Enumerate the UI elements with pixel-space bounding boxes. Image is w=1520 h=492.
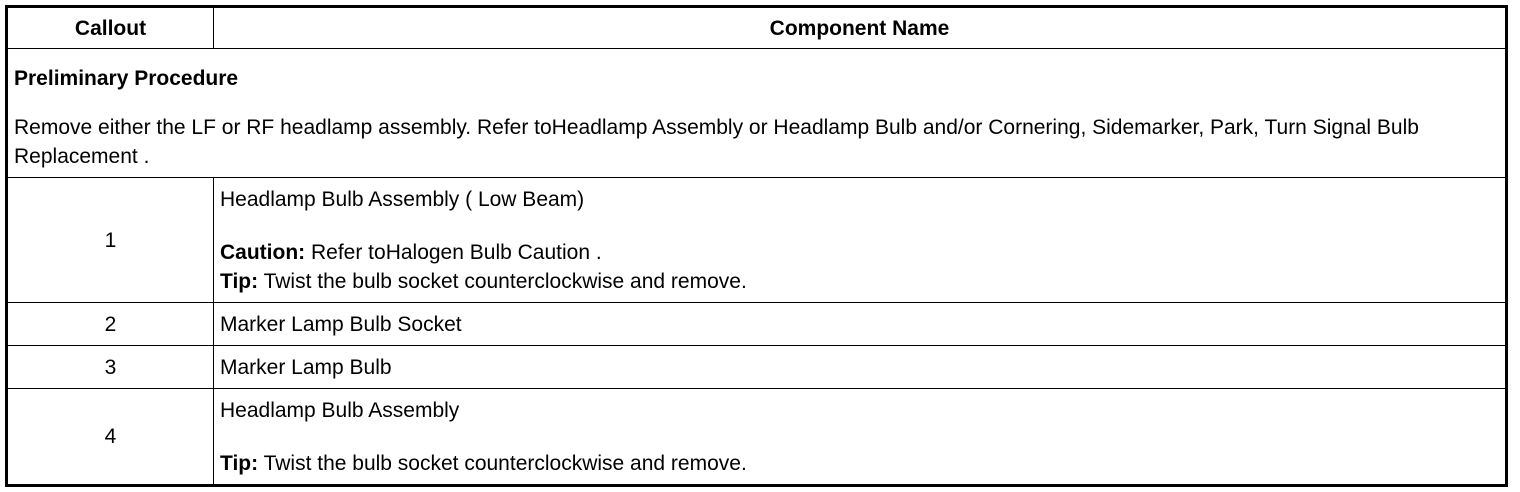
table-row: [7, 303, 1507, 346]
tip-line: [220, 267, 1499, 296]
caution-line: [220, 238, 1499, 267]
caution-label: Caution:: [220, 240, 306, 264]
component-name: Headlamp Bulb Assembly: [220, 398, 460, 422]
tip-text: Twist the bulb socket counterclockwise and remove.: [258, 451, 747, 475]
table-header-row: [7, 7, 1507, 49]
preliminary-text: Remove either the LF or RF headlamp assembly. Refer toHeadlamp Assembly or Headlamp Bulb and/or Cornering, Sidemarker, Park, Turn Signal Bulb Replacement .: [14, 115, 1419, 168]
callout-number: 3: [7, 346, 214, 389]
callout-number: 4: [7, 389, 214, 486]
callout-number: 2: [7, 303, 214, 346]
preliminary-row: [7, 49, 1507, 178]
preliminary-cell: [7, 49, 1507, 178]
callout-number: 1: [7, 178, 214, 303]
tip-label: Tip:: [220, 451, 259, 475]
table-row: [7, 389, 1507, 486]
caution-text: Refer toHalogen Bulb Caution .: [305, 240, 602, 264]
header-component-name: Component Name: [214, 7, 1507, 49]
tip-label: Tip:: [220, 269, 259, 293]
callout-table: [5, 5, 1508, 487]
header-callout: Callout: [7, 7, 214, 49]
component-cell: [214, 178, 1507, 303]
component-name: Marker Lamp Bulb Socket: [214, 303, 1507, 346]
table-row: [7, 178, 1507, 303]
component-name: Headlamp Bulb Assembly ( Low Beam): [220, 187, 585, 211]
tip-text: Twist the bulb socket counterclockwise and remove.: [258, 269, 747, 293]
tip-line: [220, 449, 1499, 478]
preliminary-title: Preliminary Procedure: [14, 66, 239, 90]
component-name: Marker Lamp Bulb: [214, 346, 1507, 389]
component-cell: [214, 389, 1507, 486]
table-row: [7, 346, 1507, 389]
